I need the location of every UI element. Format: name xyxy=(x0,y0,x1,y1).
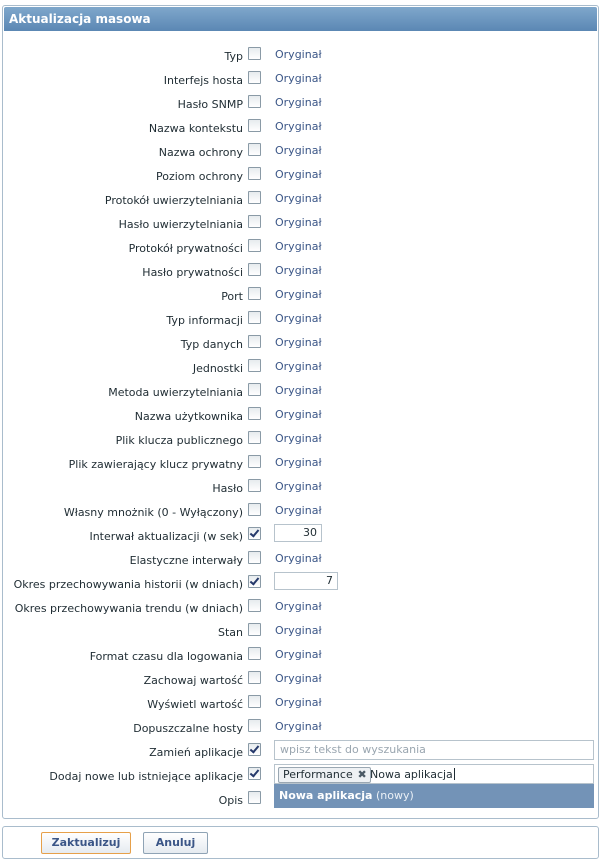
row-label: Hasło SNMP xyxy=(177,98,243,111)
original-label: Oryginał xyxy=(275,240,322,253)
row-label: Typ xyxy=(224,50,243,63)
row-replace-applications xyxy=(3,740,598,764)
original-label: Oryginał xyxy=(275,96,322,109)
row-private-key xyxy=(3,452,598,476)
row-label: Typ informacji xyxy=(166,314,243,327)
row-label: Wyświetl wartość xyxy=(147,698,243,711)
row-label: Metoda uwierzytelniania xyxy=(108,386,243,399)
original-label: Oryginał xyxy=(275,600,322,613)
row-checkbox[interactable] xyxy=(248,287,261,300)
row-label: Stan xyxy=(217,626,243,639)
form-footer xyxy=(2,826,599,859)
row-label: Poziom ochrony xyxy=(156,170,243,183)
original-label: Oryginał xyxy=(275,120,322,133)
row-label: Nazwa kontekstu xyxy=(148,122,243,135)
row-trend-period xyxy=(3,596,598,620)
row-checkbox[interactable] xyxy=(248,311,261,324)
row-checkbox[interactable] xyxy=(248,455,261,468)
original-label: Oryginał xyxy=(275,264,322,277)
original-label: Oryginał xyxy=(275,216,322,229)
row-checkbox[interactable] xyxy=(248,335,261,348)
row-username xyxy=(3,404,598,428)
close-icon[interactable]: ✖ xyxy=(357,768,367,781)
row-label: Zamień aplikacje xyxy=(149,746,243,759)
original-label: Oryginał xyxy=(275,456,322,469)
row-checkbox[interactable] xyxy=(248,239,261,252)
row-checkbox[interactable] xyxy=(248,143,261,156)
row-show-value xyxy=(3,692,598,716)
original-label: Oryginał xyxy=(275,72,322,85)
row-data-type xyxy=(3,332,598,356)
original-label: Oryginał xyxy=(275,696,322,709)
row-public-key xyxy=(3,428,598,452)
row-auth-password xyxy=(3,212,598,236)
row-host-interface xyxy=(3,68,598,92)
original-label: Oryginał xyxy=(275,432,322,445)
row-label: Dodaj nowe lub istniejące aplikacje xyxy=(49,770,243,783)
row-label: Plik zawierający klucz prywatny xyxy=(68,458,243,471)
row-label: Opis xyxy=(218,794,243,807)
row-auth-method xyxy=(3,380,598,404)
row-checkbox[interactable] xyxy=(248,167,261,180)
row-checkbox[interactable] xyxy=(248,791,261,804)
row-label: Port xyxy=(221,290,243,303)
row-checkbox[interactable] xyxy=(248,551,261,564)
original-label: Oryginał xyxy=(275,48,322,61)
row-label: Interfejs hosta xyxy=(163,74,243,87)
row-update-interval xyxy=(3,524,598,548)
row-checkbox[interactable] xyxy=(248,119,261,132)
row-label: Format czasu dla logowania xyxy=(89,650,243,663)
row-checkbox[interactable] xyxy=(248,407,261,420)
row-checkbox[interactable] xyxy=(248,215,261,228)
original-label: Oryginał xyxy=(275,144,322,157)
row-checkbox[interactable] xyxy=(248,479,261,492)
row-label: Protokół uwierzytelniania xyxy=(104,194,243,207)
row-label: Okres przechowywania trendu (w dniach) xyxy=(14,602,243,615)
row-checkbox[interactable] xyxy=(248,767,261,780)
multiselect-input[interactable] xyxy=(370,768,455,781)
panel-title: Aktualizacja masowa xyxy=(4,7,597,31)
row-checkbox[interactable] xyxy=(248,599,261,612)
row-label: Hasło prywatności xyxy=(142,266,243,279)
row-password xyxy=(3,476,598,500)
row-checkbox[interactable] xyxy=(248,743,261,756)
row-security-name xyxy=(3,140,598,164)
row-checkbox[interactable] xyxy=(248,359,261,372)
row-checkbox[interactable] xyxy=(248,383,261,396)
original-label: Oryginał xyxy=(275,384,322,397)
row-checkbox[interactable] xyxy=(248,191,261,204)
row-label: Okres przechowywania historii (w dniach) xyxy=(13,578,243,591)
row-status xyxy=(3,620,598,644)
row-label: Jednostki xyxy=(192,362,243,375)
original-label: Oryginał xyxy=(275,288,322,301)
row-type xyxy=(3,44,598,68)
update-interval-input[interactable]: 30 xyxy=(274,524,322,542)
original-label: Oryginał xyxy=(275,336,322,349)
row-checkbox[interactable] xyxy=(248,623,261,636)
row-label: Hasło xyxy=(212,482,243,495)
row-label: Interwał aktualizacji (w sek) xyxy=(89,530,243,543)
original-label: Oryginał xyxy=(275,360,322,373)
row-label: Hasło uwierzytelniania xyxy=(118,218,243,231)
update-button[interactable]: Zaktualizuj xyxy=(41,832,131,854)
original-label: Oryginał xyxy=(275,672,322,685)
row-log-time-format xyxy=(3,644,598,668)
original-label: Oryginał xyxy=(275,408,322,421)
row-checkbox[interactable] xyxy=(248,503,261,516)
original-label: Oryginał xyxy=(275,504,322,517)
row-label: Nazwa ochrony xyxy=(158,146,243,159)
row-custom-multiplier xyxy=(3,500,598,524)
row-checkbox[interactable] xyxy=(248,647,261,660)
original-label: Oryginał xyxy=(275,552,322,565)
row-security-level xyxy=(3,164,598,188)
row-label: Zachowaj wartość xyxy=(143,674,243,687)
suggestion-note: (nowy) xyxy=(375,789,414,802)
row-checkbox[interactable] xyxy=(248,47,261,60)
row-label: Dopuszczalne hosty xyxy=(133,722,243,735)
row-info-type xyxy=(3,308,598,332)
row-checkbox[interactable] xyxy=(248,263,261,276)
row-checkbox[interactable] xyxy=(248,527,261,540)
suggestion-highlight: Nowa aplikacja xyxy=(279,789,373,802)
row-snmp-password xyxy=(3,92,598,116)
original-label: Oryginał xyxy=(275,720,322,733)
add-applications-multiselect[interactable] xyxy=(274,764,594,784)
mass-update-form xyxy=(2,5,599,819)
original-label: Oryginał xyxy=(275,192,322,205)
history-period-input[interactable]: 7 xyxy=(274,572,338,590)
application-chip xyxy=(278,767,371,783)
original-label: Oryginał xyxy=(275,312,322,325)
row-label: Własny mnożnik (0 - Wyłączony) xyxy=(63,506,243,519)
row-checkbox[interactable] xyxy=(248,695,261,708)
row-checkbox[interactable] xyxy=(248,575,261,588)
row-checkbox[interactable] xyxy=(248,671,261,684)
row-label: Protokół prywatności xyxy=(128,242,243,255)
original-label: Oryginał xyxy=(275,648,322,661)
suggestion-item[interactable] xyxy=(274,784,594,808)
row-units xyxy=(3,356,598,380)
replace-applications-search-input[interactable]: wpisz tekst do wyszukania xyxy=(274,740,594,760)
cancel-button[interactable]: Anuluj xyxy=(143,832,208,854)
row-checkbox[interactable] xyxy=(248,71,261,84)
chip-label: Performance xyxy=(283,768,353,781)
row-checkbox[interactable] xyxy=(248,719,261,732)
row-label: Elastyczne interwały xyxy=(129,554,243,567)
row-label: Nazwa użytkownika xyxy=(134,410,243,423)
row-label: Plik klucza publicznego xyxy=(115,434,243,447)
row-allowed-hosts xyxy=(3,716,598,740)
row-history-period xyxy=(3,572,598,596)
typed-value: Nowa aplikacja xyxy=(370,768,453,781)
original-label: Oryginał xyxy=(275,168,322,181)
row-privacy-protocol xyxy=(3,236,598,260)
row-auth-protocol xyxy=(3,188,598,212)
original-label: Oryginał xyxy=(275,480,322,493)
text-caret xyxy=(454,768,455,780)
row-privacy-password xyxy=(3,260,598,284)
form-rows xyxy=(3,44,598,812)
row-context-name xyxy=(3,116,598,140)
row-label: Typ danych xyxy=(180,338,243,351)
row-flexible-intervals xyxy=(3,548,598,572)
row-checkbox[interactable] xyxy=(248,95,261,108)
original-label: Oryginał xyxy=(275,624,322,637)
row-store-value xyxy=(3,668,598,692)
row-port xyxy=(3,284,598,308)
row-checkbox[interactable] xyxy=(248,431,261,444)
